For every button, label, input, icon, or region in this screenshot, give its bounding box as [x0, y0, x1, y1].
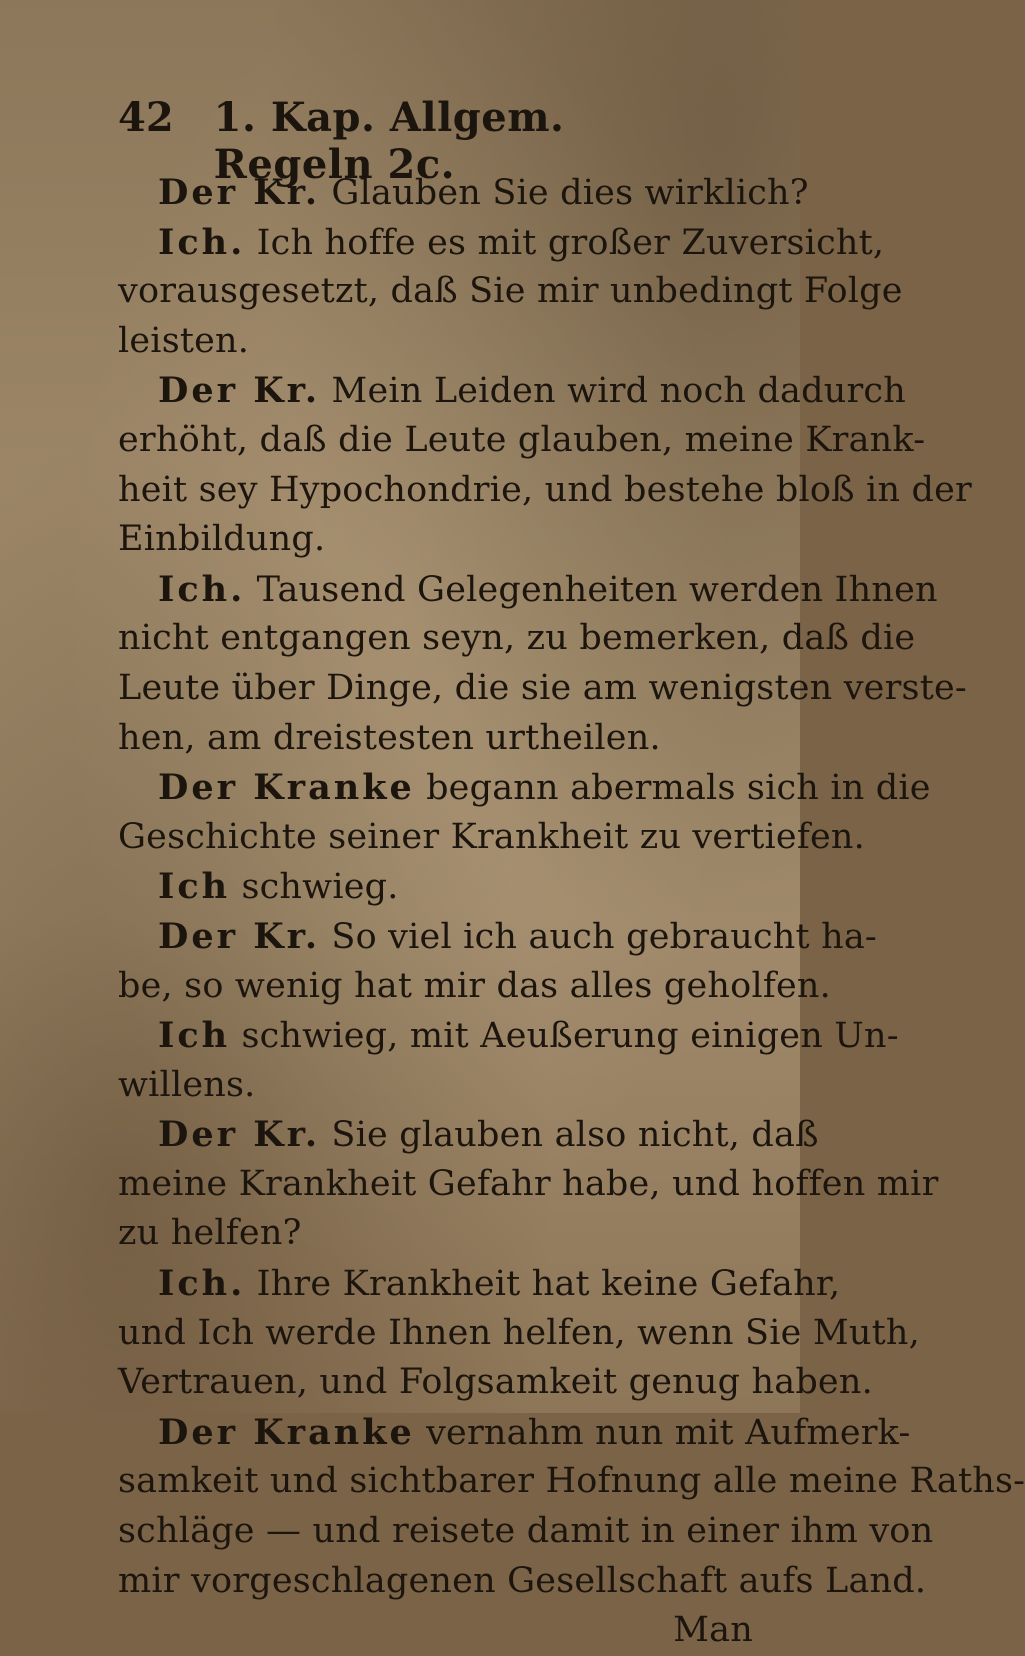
speaker-label: Der Kranke [158, 1411, 415, 1453]
text-line [118, 1061, 753, 1111]
line-text: Leute über Dinge, die sie am wenigsten verste- [118, 667, 967, 708]
text-line [118, 1011, 899, 1061]
text-line [118, 962, 831, 1012]
line-text: vernahm nun mit Aufmerk- [426, 1412, 911, 1453]
text-line [118, 317, 753, 367]
line-text: leisten. [118, 320, 250, 361]
line-text: Vertrauen, und Folgsamkeit genug haben. [118, 1362, 873, 1403]
line-text: Ich hoffe es mit großer Zuversicht, [256, 222, 885, 263]
speaker-label: Ich. [158, 221, 246, 263]
text-line [118, 366, 906, 416]
line-text: zu helfen? [118, 1213, 302, 1254]
text-line [118, 466, 972, 516]
text-line [118, 1557, 927, 1607]
line-text: samkeit und sichtbarer Hofnung alle meine Raths- [118, 1461, 1025, 1502]
line-text: be, so wenig hat mir das alles geholfen. [118, 965, 831, 1006]
line-text: nicht entgangen seyn, zu bemerken, daß die [118, 618, 916, 659]
text-line [118, 565, 938, 615]
text-line [118, 267, 903, 317]
line-text: meine Krankheit Gefahr habe, und hoffen mir [118, 1163, 939, 1204]
text-line [118, 416, 926, 466]
text-line [118, 614, 916, 664]
catchword: Man [673, 1610, 753, 1651]
text-line [118, 1507, 934, 1557]
text-line [118, 1209, 753, 1259]
line-text: So viel ich auch gebraucht ha- [331, 916, 877, 957]
line-text: heit sey Hypochondrie, und bestehe bloß in der [118, 469, 972, 510]
line-text: schwieg, mit Aeußerung einigen Un- [241, 1016, 899, 1057]
text-line [118, 218, 885, 268]
line-text: Geschichte seiner Krankheit zu vertiefen. [118, 816, 865, 857]
speaker-label: Ich. [158, 568, 246, 610]
text-line [118, 168, 809, 218]
text-line [118, 1259, 841, 1309]
running-head: 1. Kap. Allgem. Regeln 2c. [213, 94, 565, 188]
line-text: erhöht, daß die Leute glauben, meine Krank- [118, 419, 926, 460]
speaker-label: Der Kr. [158, 1114, 321, 1156]
speaker-label: Ich. [158, 1263, 246, 1305]
text-line [118, 664, 967, 714]
line-text: schwieg. [241, 867, 399, 908]
line-text: Glauben Sie dies wirklich? [331, 173, 809, 213]
text-line [118, 862, 753, 912]
speaker-label: Der Kr. [158, 172, 321, 213]
text-line [118, 1358, 873, 1408]
page-header [118, 94, 718, 188]
text-line [118, 813, 865, 863]
speaker-label: Ich [158, 1015, 231, 1057]
line-text: schläge — und reisete damit in einer ihm von [118, 1511, 934, 1552]
text-line [118, 1160, 939, 1210]
body-text [118, 168, 1025, 1656]
line-text: Mein Leiden wird noch dadurch [331, 371, 906, 412]
text-line [118, 1110, 819, 1160]
speaker-label: Der Kr. [158, 915, 321, 957]
text-line [118, 714, 753, 764]
text-line [118, 515, 753, 565]
line-text: Tausend Gelegenheiten werden Ihnen [256, 569, 938, 610]
text-line [118, 763, 931, 813]
page-number: 42 [118, 94, 174, 141]
speaker-label: Ich [158, 866, 231, 908]
text-line [118, 1408, 911, 1458]
line-text: und Ich werde Ihnen helfen, wenn Sie Muth, [118, 1312, 920, 1353]
line-text: mir vorgeschlagenen Gesellschaft aufs Land. [118, 1560, 927, 1601]
line-text: Einbildung. [118, 519, 326, 560]
line-text: hen, am dreistesten urtheilen. [118, 717, 661, 758]
line-text: Sie glauben also nicht, daß [331, 1115, 819, 1156]
text-line [118, 1309, 920, 1359]
text-line [118, 912, 877, 962]
speaker-label: Der Kranke [158, 767, 415, 809]
line-text: vorausgesetzt, daß Sie mir unbedingt Folge [118, 271, 903, 312]
text-line [118, 1457, 1025, 1507]
speaker-label: Der Kr. [158, 370, 321, 412]
line-text: willens. [118, 1064, 256, 1105]
line-text: Ihre Krankheit hat keine Gefahr, [256, 1264, 841, 1305]
line-text: begann abermals sich in die [426, 768, 931, 809]
